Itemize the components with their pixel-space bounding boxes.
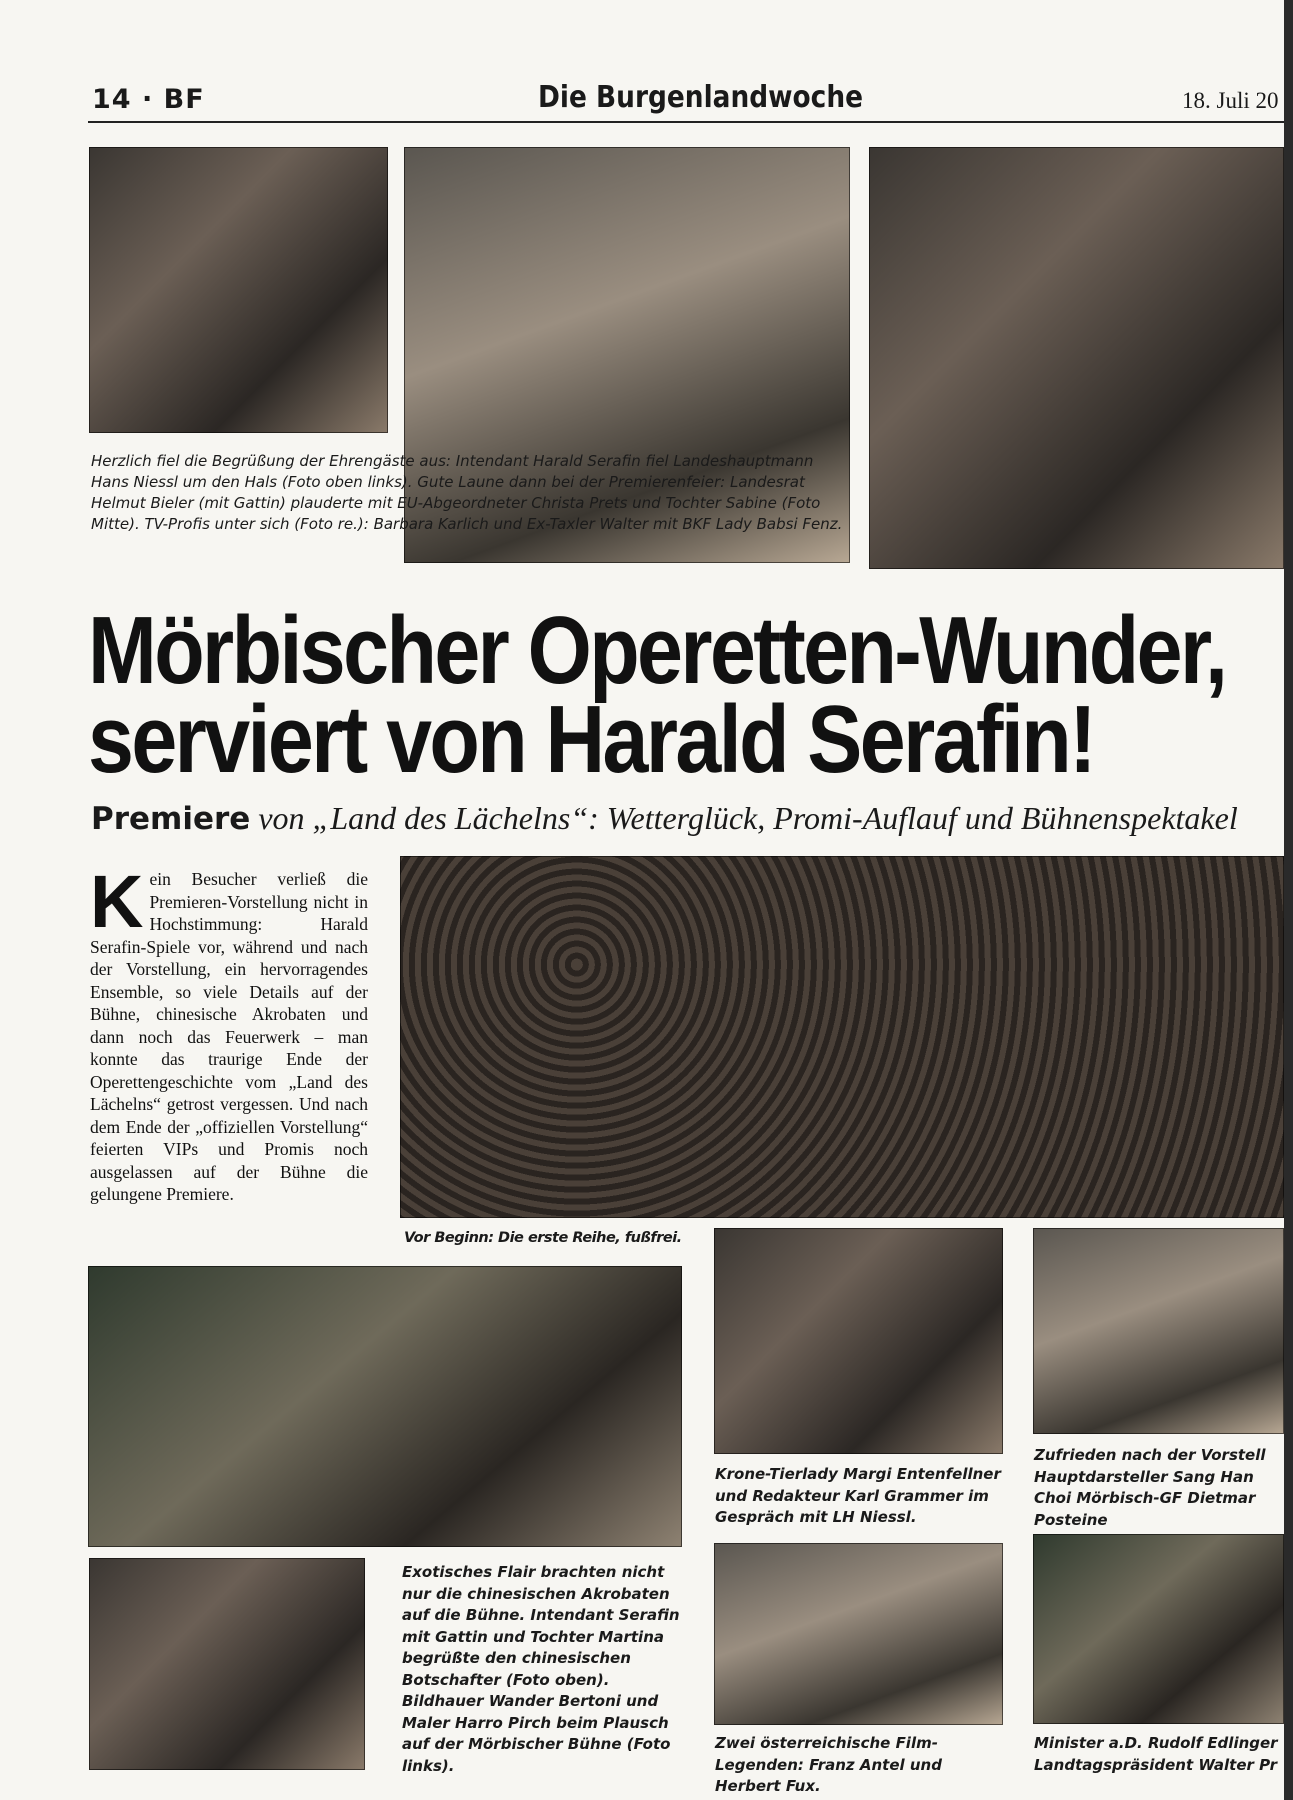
caption-krone: Krone-Tierlady Margi Entenfellner und Redakteur Karl Grammer im Gespräch mit LH Niessl.: [715, 1465, 1001, 1526]
photo-krone-tierlady: [714, 1228, 1003, 1454]
photo-antel-fux: [714, 1543, 1003, 1725]
photo-serafin-niessl: [89, 147, 388, 433]
article-body: [90, 860, 368, 1206]
photo-tv-profis: [869, 147, 1284, 569]
caption-film: Zwei österreichische Film-Legenden: Franz Antel und Herbert Fux.: [715, 1734, 942, 1795]
paper-name: Die Burgenlandwoche: [538, 80, 864, 115]
photo-bertoni-pirch: [89, 1558, 365, 1770]
issue-date: 18. Juli 20: [1182, 88, 1279, 113]
subheadline-text: von „Land des Lächelns“: Wetterglück, Promi-Auflauf und Bühnenspektakel: [250, 800, 1238, 836]
headline-line1: Mörbischer Operetten-Wunder,: [88, 597, 1226, 704]
top-caption: Herzlich fiel die Begrüßung der Ehrengäste aus: Intendant Harald Serafin fiel Landeshauptmann Hans Niessl um den Hals (Foto oben links). Gute Laune dann bei der Premierenfeier: Landesrat Helmut Bieler (mit Gattin) plauderte mit EU-Abgeordneter Christa Prets und Tochter Sabine (Foto Mitte). TV-Profis unter sich (Foto re.): Barbara Karlich und Ex-Taxler Walter mit BKF Lady Babsi Fenz.: [91, 452, 843, 533]
caption-crowd: Vor Beginn: Die erste Reihe, fußfrei.: [404, 1230, 682, 1246]
article-text: ein Besucher verließ die Premieren-Vorstellung nicht in Hochstimmung: Harald Serafin-Spiele vor, während und nach der Vorstellung, ein hervorragendes Ensemble, so viele Details auf der Bühne, chinesische Akrobaten und dann noch das Feuerwerk – man konnte das traurige Ende der Operettengeschichte vom „Land des Lächelns“ getrost vergessen. Und nach dem Ende der „offiziellen Vorstellung“ feierten VIPs und Promis noch ausgelassen auf der Bühne die gelungene Premiere.: [90, 869, 368, 1204]
page-label: 14 · BF: [92, 84, 205, 115]
article-dropcap: K: [90, 860, 144, 943]
caption-zufrieden: Zufrieden nach der Vorstell Hauptdarsteller Sang Han Choi Mörbisch-GF Dietmar Posteine: [1034, 1446, 1266, 1529]
photo-serafin-botschafter: [88, 1266, 682, 1547]
caption-minister: Minister a.D. Rudolf Edlinger Landtagspräsident Walter Pr: [1034, 1734, 1278, 1774]
caption-exotisch: Exotisches Flair brachten nicht nur die chinesischen Akrobaten auf die Bühne. Intendant Serafin mit Gattin und Tochter Martina begrüßte den chinesischen Botschafter (Foto oben). Bildhauer Wander Bertoni und Maler Harro Pirch beim Plausch auf der Mörbischer Bühne (Foto links).: [402, 1563, 680, 1775]
subheadline-lead: Premiere: [91, 801, 251, 837]
photo-edlinger: [1033, 1534, 1284, 1724]
subheadline: [91, 800, 1238, 837]
headline-line2: serviert von Harald Serafin!: [88, 686, 1095, 793]
photo-crowd-front-row: [400, 856, 1284, 1218]
photo-sang-han-choi: [1033, 1228, 1284, 1434]
header-rule: [88, 121, 1284, 123]
scan-edge: [1284, 0, 1293, 1800]
